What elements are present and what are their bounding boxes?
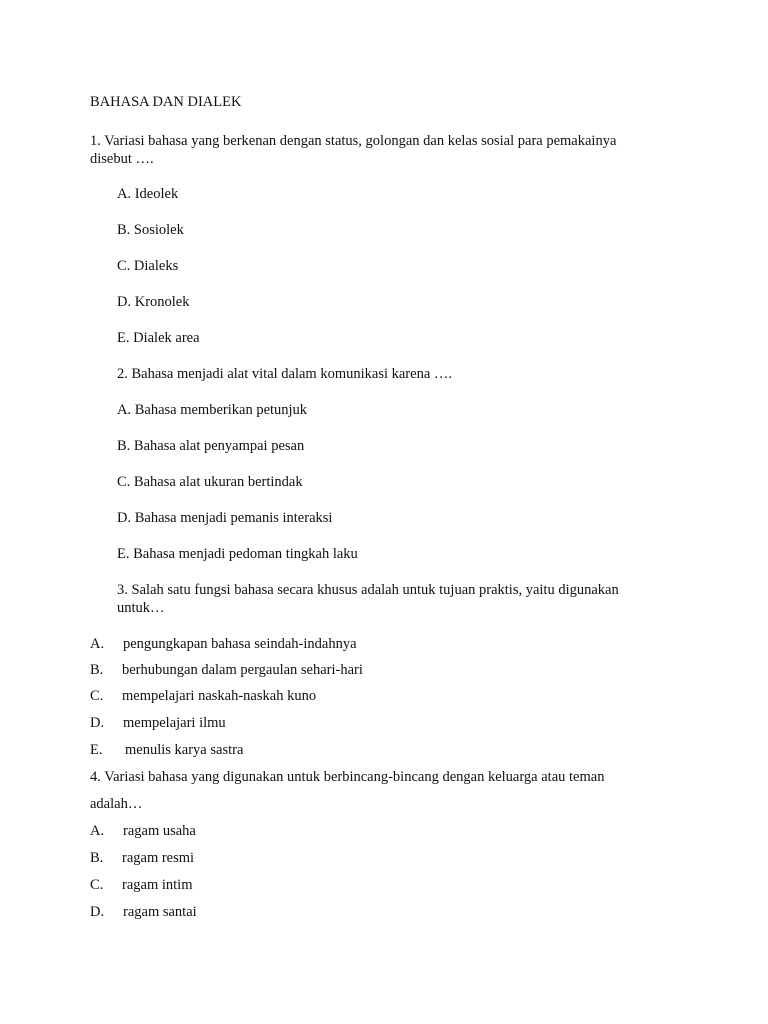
q4-option-a-letter: A. xyxy=(90,823,105,839)
q1-option-c: C. Dialeks xyxy=(117,258,179,274)
q3-option-a-text: pengungkapan bahasa seindah-indahnya xyxy=(123,636,357,652)
q3-option-c-letter: C. xyxy=(90,688,104,704)
question-3-line-2: untuk… xyxy=(117,600,165,616)
q3-option-d-letter: D. xyxy=(90,715,105,731)
question-2: 2. Bahasa menjadi alat vital dalam komunikasi karena …. xyxy=(117,366,453,382)
question-3-line-1: 3. Salah satu fungsi bahasa secara khusus adalah untuk tujuan praktis, yaitu digunakan xyxy=(117,582,619,598)
question-1-line-2: disebut …. xyxy=(90,151,154,167)
q1-option-d: D. Kronolek xyxy=(117,294,190,310)
q3-option-e-letter: E. xyxy=(90,742,103,758)
q2-option-e: E. Bahasa menjadi pedoman tingkah laku xyxy=(117,546,358,562)
q2-option-c: C. Bahasa alat ukuran bertindak xyxy=(117,474,303,490)
q3-option-c-text: mempelajari naskah-naskah kuno xyxy=(122,688,317,704)
q3-option-d-text: mempelajari ilmu xyxy=(123,715,226,731)
q3-option-a-letter: A. xyxy=(90,636,105,652)
q4-option-b-letter: B. xyxy=(90,850,104,866)
q4-option-b-text: ragam resmi xyxy=(122,850,195,866)
q4-option-d-text: ragam santai xyxy=(123,904,197,920)
question-4-line-2: adalah… xyxy=(90,796,143,812)
q4-option-a-text: ragam usaha xyxy=(123,823,196,839)
q3-option-e-text: menulis karya sastra xyxy=(125,742,244,758)
q3-option-b-letter: B. xyxy=(90,662,104,678)
document-title: BAHASA DAN DIALEK xyxy=(90,94,242,110)
q3-option-b-text: berhubungan dalam pergaulan sehari-hari xyxy=(122,662,363,678)
q1-option-b: B. Sosiolek xyxy=(117,222,184,238)
q4-option-c-letter: C. xyxy=(90,877,104,893)
q2-option-b: B. Bahasa alat penyampai pesan xyxy=(117,438,305,454)
q4-option-d-letter: D. xyxy=(90,904,105,920)
q1-option-e: E. Dialek area xyxy=(117,330,200,346)
question-4-line-1: 4. Variasi bahasa yang digunakan untuk berbincang-bincang dengan keluarga atau teman xyxy=(90,769,605,785)
q2-option-d: D. Bahasa menjadi pemanis interaksi xyxy=(117,510,333,526)
q2-option-a: A. Bahasa memberikan petunjuk xyxy=(117,402,308,418)
q4-option-c-text: ragam intim xyxy=(122,877,193,893)
q1-option-a: A. Ideolek xyxy=(117,186,179,202)
question-1-line-1: 1. Variasi bahasa yang berkenan dengan status, golongan dan kelas sosial para pemakainya xyxy=(90,133,617,149)
